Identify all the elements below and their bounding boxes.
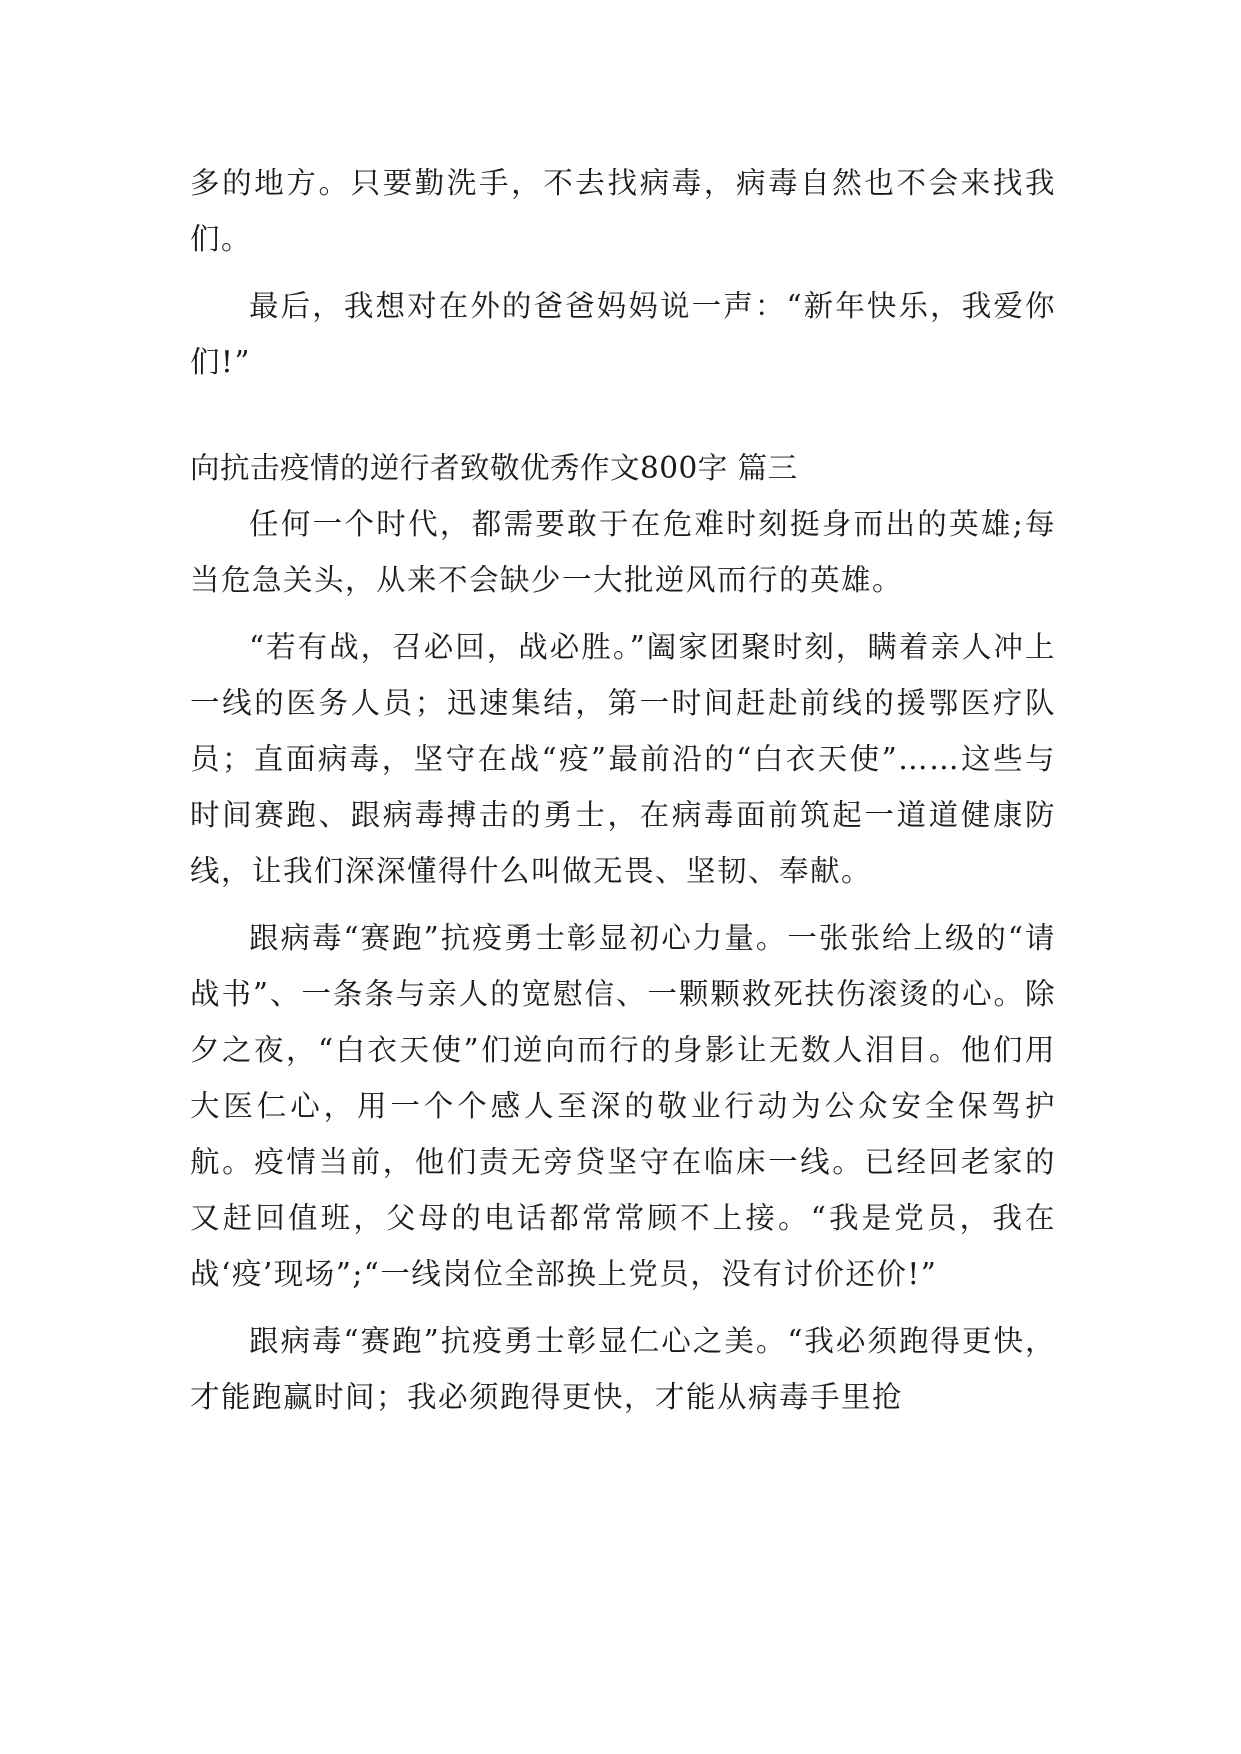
paragraph-kind-heart: 跟病毒“赛跑”抗疫勇士彰显仁心之美。“我必须跑得更快，才能跑赢时间；我必须跑得更快，才能从病毒手里抢 bbox=[190, 1324, 1056, 1414]
paragraph-closing-wish: 最后，我想对在外的爸爸妈妈说一声：“新年快乐，我爱你们!” bbox=[190, 289, 1056, 379]
paragraph-heroes-intro: 任何一个时代，都需要敢于在危难时刻挺身而出的英雄;每当危急关头，从来不会缺少一大批逆风而行的英雄。 bbox=[190, 507, 1056, 597]
paragraph-original-heart: 跟病毒“赛跑”抗疫勇士彰显初心力量。一张张给上级的“请战书”、一条条与亲人的宽慰信、一颗颗救死扶伤滚烫的心。除夕之夜，“白衣天使”们逆向而行的身影让无数人泪目。他们用大医仁心，用一个个感人至深的敬业行动为公众安全保驾护航。疫情当前，他们责无旁贷坚守在临床一线。已经回老家的又赶回值班，父母的电话都常常顾不上接。“我是党员，我在战‘疫’现场”;“一线岗位全部换上党员，没有讨价还价!” bbox=[190, 921, 1056, 1291]
section-title: 向抗击疫情的逆行者致敬优秀作文800字 篇三 bbox=[190, 451, 798, 485]
document-body bbox=[190, 155, 1056, 1425]
paragraph-continuation: 多的地方。只要勤洗手，不去找病毒，病毒自然也不会来找我们。 bbox=[190, 166, 1056, 256]
paragraph-medical-workers: “若有战，召必回，战必胜。”阖家团聚时刻，瞒着亲人冲上一线的医务人员；迅速集结，第一时间赶赴前线的援鄂医疗队员；直面病毒，坚守在战“疫”最前沿的“白衣天使”……这些与时间赛跑、跟病毒搏击的勇士，在病毒面前筑起一道道健康防线，让我们深深懂得什么叫做无畏、坚韧、奉献。 bbox=[190, 630, 1056, 888]
